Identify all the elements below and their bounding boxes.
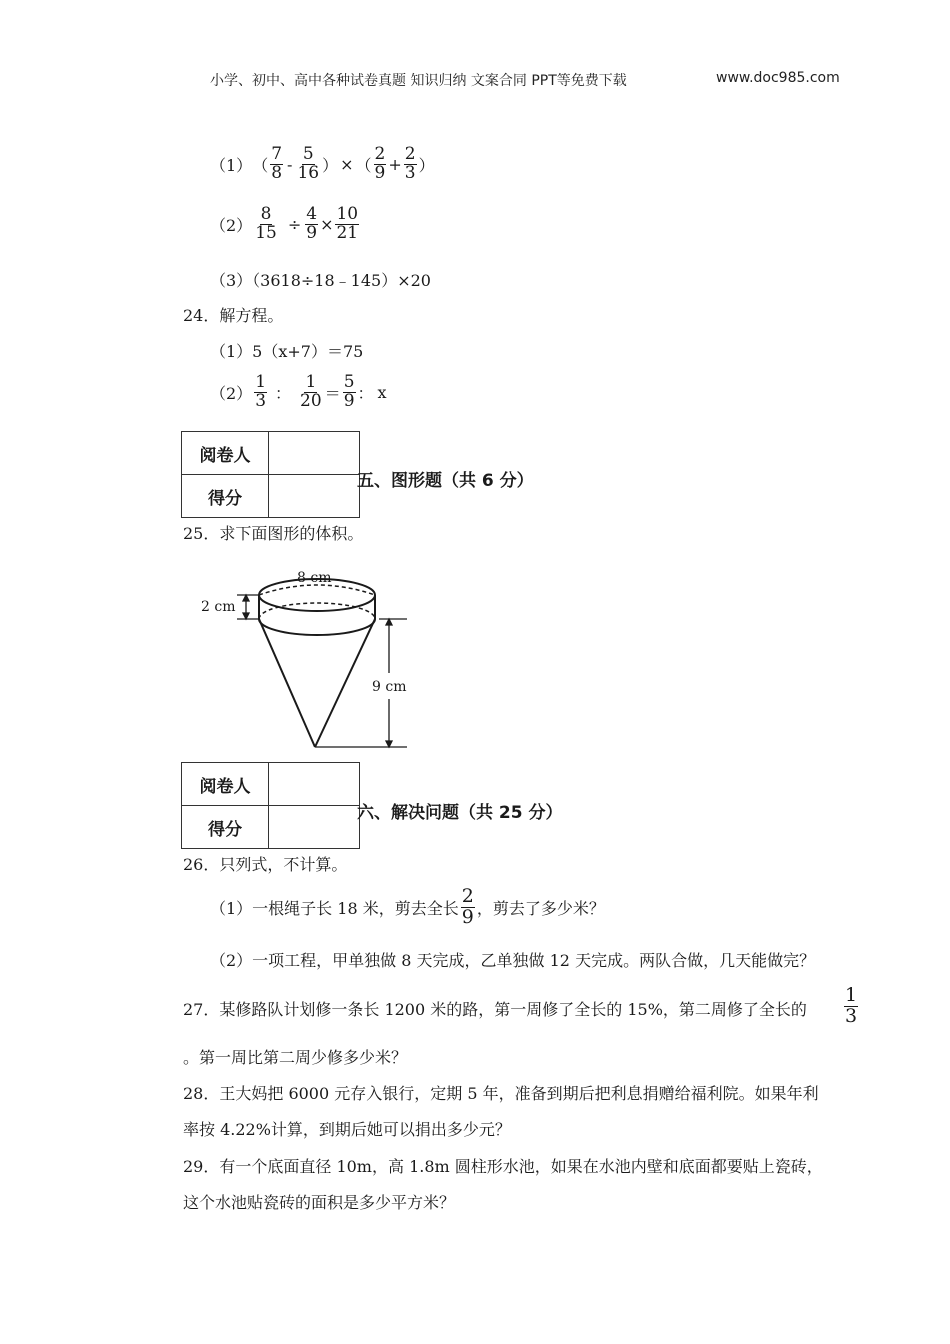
cone-side-left — [259, 619, 315, 747]
label-9cm: 9 cm — [372, 679, 407, 695]
label-8cm: 8 cm — [297, 570, 332, 586]
fraction: $\frac{5}{9}$ — [343, 372, 355, 411]
q26-title: 26．只列式，不计算。 — [183, 855, 348, 874]
q23-p2-label: （2） — [210, 215, 253, 235]
q26-p1-text-end: ，剪去了多少米？ — [476, 898, 605, 918]
cone-side-right — [315, 619, 375, 747]
grader-table-1 — [181, 431, 360, 518]
q24-part2 — [210, 374, 387, 411]
q26-part1 — [210, 887, 605, 928]
fraction: $\frac{10}{21}$ — [336, 204, 359, 243]
q24-title: 24．解方程。 — [183, 306, 284, 325]
q23-part1 — [210, 146, 435, 183]
q29-line1: 29．有一个底面直径 10m，高 1.8m 圆柱形水池，如果在水池内壁和底面都要贴上瓷砖， — [183, 1157, 823, 1176]
q27-line2: 。第一周比第二周少修多少米？ — [183, 1048, 408, 1067]
header-url: www.doc985.com — [716, 70, 840, 86]
variable: x — [377, 382, 387, 402]
fraction: $\frac{7}{8}$ — [271, 144, 283, 183]
grader-field[interactable] — [269, 432, 360, 475]
operator: + — [388, 154, 402, 174]
q27-fraction: $\frac{1}{3}$ — [845, 984, 858, 1027]
operator: ÷ — [287, 214, 302, 234]
q24-p2-label: （2） — [210, 383, 253, 403]
fraction: $\frac{2}{3}$ — [404, 144, 416, 183]
grader-field[interactable] — [269, 763, 360, 806]
q24-part1: （1）5（x+7）＝75 — [210, 342, 364, 361]
fraction: $\frac{1}{20}$ — [300, 372, 322, 411]
operator: - — [287, 154, 293, 174]
section-6-title: 六、解决问题（共 25 分） — [357, 803, 563, 823]
fraction: $\frac{5}{16}$ — [297, 144, 320, 183]
cylinder-bottom-front — [259, 619, 375, 635]
label-2cm: 2 cm — [201, 599, 236, 615]
fraction: $\frac{4}{9}$ — [306, 204, 318, 243]
paren: ） — [322, 155, 339, 175]
q29-line2: 这个水池贴瓷砖的面积是多少平方米？ — [183, 1193, 456, 1212]
operator: ＝ — [324, 383, 341, 403]
score-label: 得分 — [182, 475, 269, 518]
operator: × — [340, 154, 354, 174]
section-5-title: 五、图形题（共 6 分） — [357, 471, 534, 491]
fraction: $\frac{2}{9}$ — [461, 885, 474, 928]
fraction: $\frac{1}{3}$ — [255, 372, 267, 411]
fraction: $\frac{2}{9}$ — [374, 144, 386, 183]
q28-line1: 28．王大妈把 6000 元存入银行，定期 5 年，准备到期后把利息捐赠给福利院。如果年利 — [183, 1084, 819, 1103]
q23-p1-label: （1） — [210, 155, 253, 175]
header-promo-text: 小学、初中、高中各种试卷真题 知识归纳 文案合同 PPT等免费下载 — [210, 73, 627, 89]
score-field[interactable] — [269, 806, 360, 849]
colon: ： — [357, 383, 374, 403]
q23-part2 — [210, 206, 361, 243]
q25-title: 25．求下面图形的体积。 — [183, 524, 364, 543]
paren: （ — [355, 155, 372, 175]
grader-table-2 — [181, 762, 360, 849]
q26-part2: （2）一项工程，甲单独做 8 天完成，乙单独做 12 天完成。两队合做，几天能做完？ — [210, 951, 816, 970]
grader-label: 阅卷人 — [182, 432, 269, 475]
cylinder-cone-figure — [195, 555, 425, 755]
diameter-line — [259, 585, 375, 595]
fraction: $\frac{8}{15}$ — [255, 204, 277, 243]
q23-part3: （3）（3618÷18﹣145）×20 — [210, 271, 431, 290]
q28-line2: 率按 4.22%计算，到期后她可以捐出多少元？ — [183, 1120, 511, 1139]
operator: × — [320, 214, 334, 234]
q27-line1: 27．某修路队计划修一条长 1200 米的路，第一周修了全长的 15%，第二周修了全长的 — [183, 1000, 807, 1019]
q26-p1-text: （1）一根绳子长 18 米，剪去全长 — [210, 898, 459, 918]
paren: （ — [252, 155, 269, 175]
colon: ： — [275, 383, 292, 403]
paren: ） — [418, 155, 435, 175]
score-label: 得分 — [182, 806, 269, 849]
grader-label: 阅卷人 — [182, 763, 269, 806]
score-field[interactable] — [269, 475, 360, 518]
